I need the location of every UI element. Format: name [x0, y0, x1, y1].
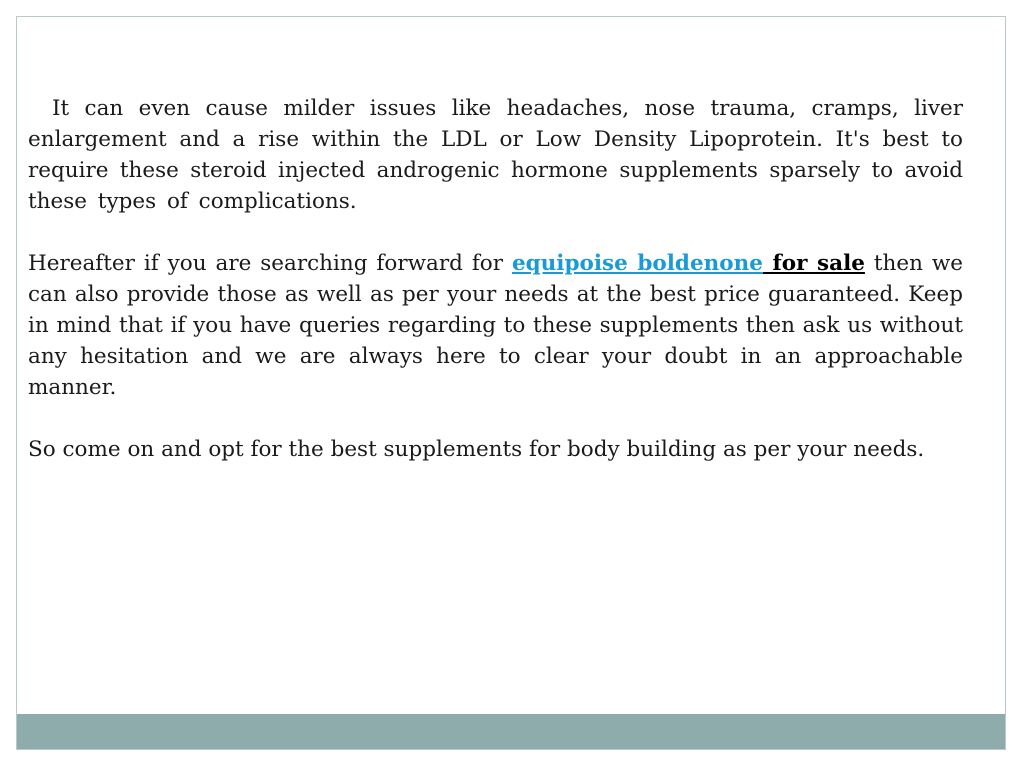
paragraph-closing: So come on and opt for the best supplements for body building as per your needs.: [28, 437, 925, 462]
paragraph-side-effects: It can even cause milder issues like headaches, nose trauma, cramps, liver enlargement and a rise within the LDL or Low Density Lipoprotein. It's best to require these steroid injected androgenic hormone supplements sparsely to avoid these types of complications.: [28, 96, 963, 214]
paragraph-offer-rest: then we can also provide those as well as per your needs at the best price guaranteed. Keep in mind that if you have queries regarding to these supplements then ask us without any hesitation and we are always here to clear your doubt in an approachable manner.: [28, 251, 963, 400]
for-sale-link[interactable]: for sale: [762, 251, 865, 276]
equipoise-boldenone-link[interactable]: equipoise boldenone: [511, 251, 763, 276]
paragraph-offer: [28, 248, 963, 403]
footer-bar: [17, 714, 1005, 749]
slide-content: [28, 93, 963, 496]
paragraph-offer-intro: Hereafter if you are searching forward for: [28, 251, 512, 276]
slide-frame: [16, 16, 1006, 750]
